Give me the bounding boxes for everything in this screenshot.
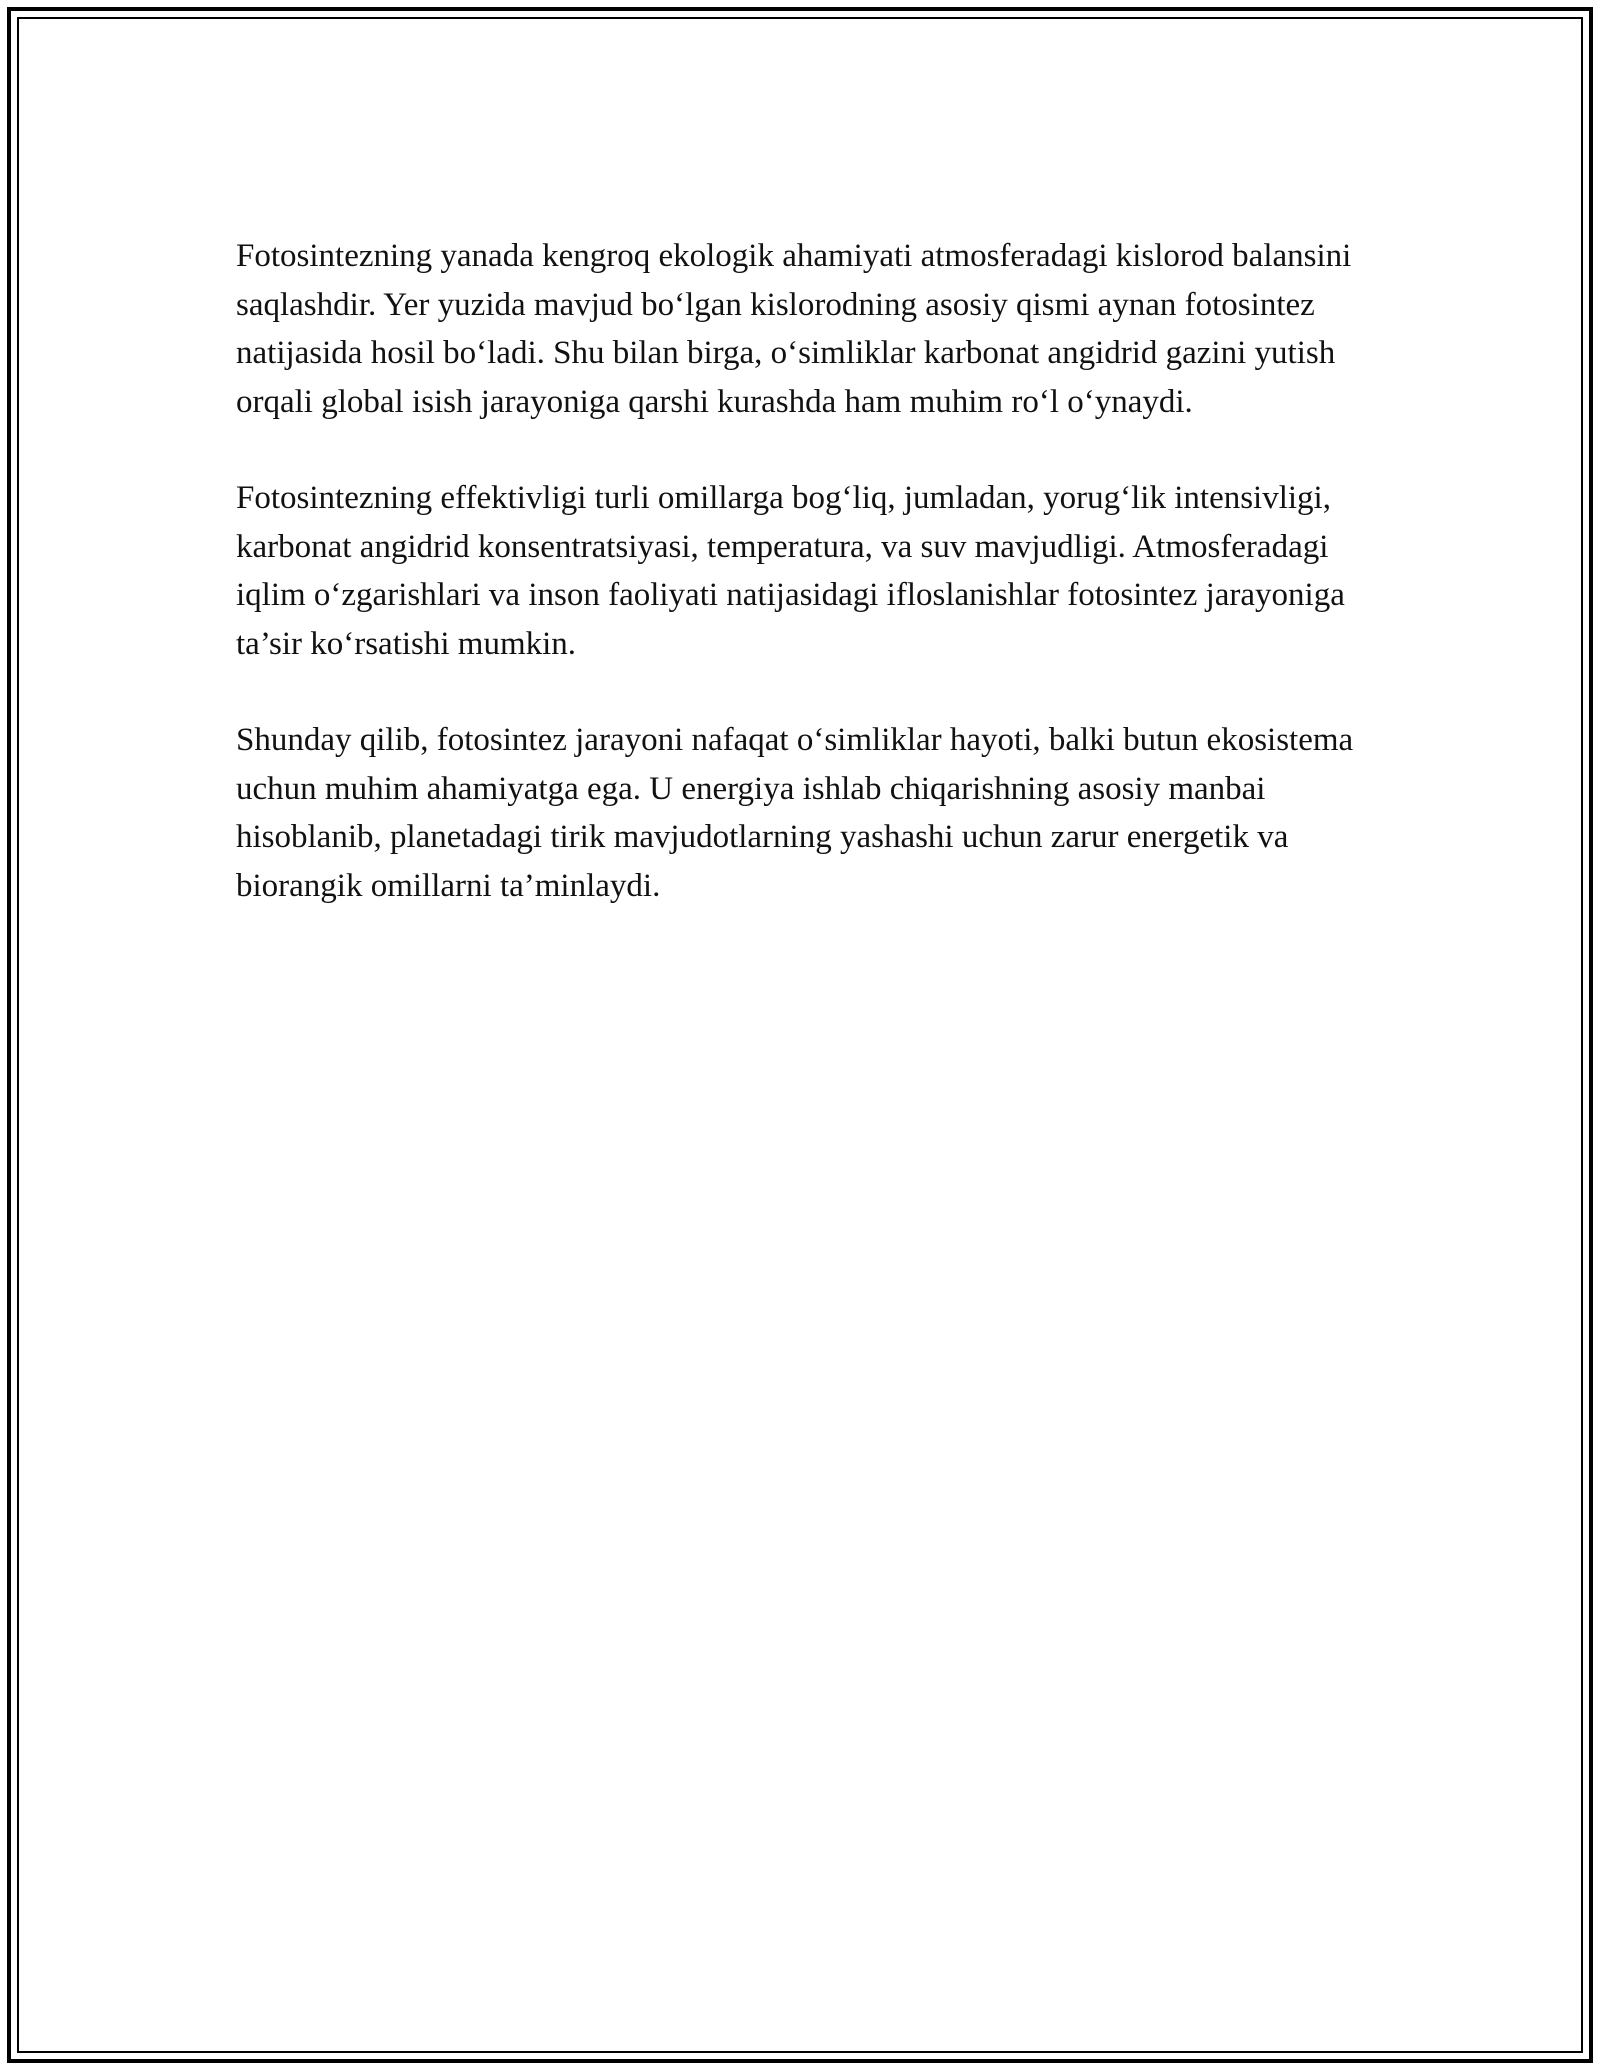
- paragraph: Fotosintezning effektivligi turli omillarga bog‘liq, jumladan, yorug‘lik intensivligi, karbonat angidrid konsentratsiyasi, temperatura, va suv mavjudligi. Atmosferadagi iqlim o‘zgarishlari va inson faoliyati natijasidagi ifloslanishlar fotosintez jarayoniga ta’sir ko‘rsatishi mumkin.: [236, 480, 1345, 662]
- paragraph: Shunday qilib, fotosintez jarayoni nafaqat o‘simliklar hayoti, balki butun ekosistema uchun muhim ahamiyatga ega. U energiya ishlab chiqarishning asosiy manbai hisoblanib, planetadagi tirik mavjudotlarning yashashi uchun zarur energetik va biorangik omillarni ta’minlaydi.: [236, 722, 1354, 904]
- paragraph: Fotosintezning yanada kengroq ekologik ahamiyati atmosferadagi kislorod balansini saqlashdir. Yer yuzida mavjud bo‘lgan kislorodning asosiy qismi aynan fotosintez natijasida hosil bo‘ladi. Shu bilan birga, o‘simliklar karbonat angidrid gazini yutish orqali global isish jarayoniga qarshi kurashda ham muhim ro‘l o‘ynaydi.: [236, 238, 1352, 420]
- document-body: [236, 232, 1366, 958]
